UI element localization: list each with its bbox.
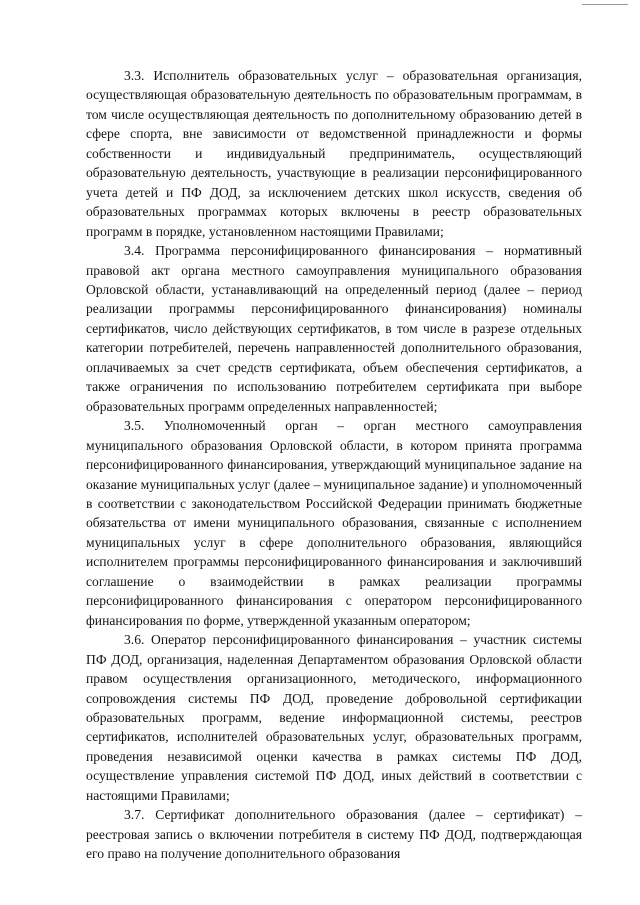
paragraph-3-5: 3.5. Уполномоченный орган – орган местного самоуправления муниципального образования Орловской области, в котором принята программа персонифицированного финансирования, утверждающий муниципальное задание на оказание муниципальных услуг (далее – муниципальное задание) и уполномоченный в соответствии с законодательством Российской Федерации принимать бюджетные обязательства от имени муниципального образования, связанные с исполнением муниципальных услуг в сфере дополнительного образования, являющийся исполнителем программы персонифицированного финансирования и заключивший соглашение о взаимодействии в рамках реализации программы персонифицированного финансирования с оператором персонифицированного финансирования по форме, утвержденной указанным оператором; [86, 418, 582, 628]
scan-edge-mark [582, 4, 628, 5]
paragraph-3-6: 3.6. Оператор персонифицированного финансирования – участник системы ПФ ДОД, организация, наделенная Департаментом образования Орловской области правом осуществления организационного, методического, информационного сопровождения системы ПФ ДОД, проведение добровольной сертификации образовательных программ, ведение информационной системы, реестров сертификатов, исполнителей образовательных услуг, образовательных программ, проведения независимой оценки качества в рамках системы ПФ ДОД, осуществление управления системой ПФ ДОД, иных действий в соответствии с настоящими Правилами; [86, 632, 582, 803]
paragraph-3-7: 3.7. Сертификат дополнительного образования (далее – сертификат) – реестровая запись о включении потребителя в систему ПФ ДОД, подтверждающая его право на получение дополнительного образования [86, 807, 582, 862]
paragraph-3-3: 3.3. Исполнитель образовательных услуг – образовательная организация, осуществляющая образовательную деятельность по образовательным программам, в том числе осуществляющая деятельность по дополнительному образованию детей в сфере спорта, вне зависимости от ведомственной принадлежности и формы собственности и индивидуальный предприниматель, осуществляющий образовательную деятельность, участвующие в реализации персонифицированного учета детей и ПФ ДОД, за исключением детских школ искусств, сведения об образовательных программах которых включены в реестр образовательных программ в порядке, установленном настоящими Правилами; [86, 68, 582, 239]
paragraph-3-4: 3.4. Программа персонифицированного финансирования – нормативный правовой акт органа местного самоуправления муниципального образования Орловской области, устанавливающий на определенный период (далее – период реализации программы персонифицированного финансирования) номиналы сертификатов, число действующих сертификатов, в том числе в разрезе отдельных категории потребителей, перечень направленностей дополнительного образования, оплачиваемых за счет средств сертификата, объем обеспечения сертификатов, а также ограничения по использованию потребителем сертификата при выборе образовательных программ определенных направленностей; [86, 243, 582, 414]
document-page [86, 66, 582, 864]
